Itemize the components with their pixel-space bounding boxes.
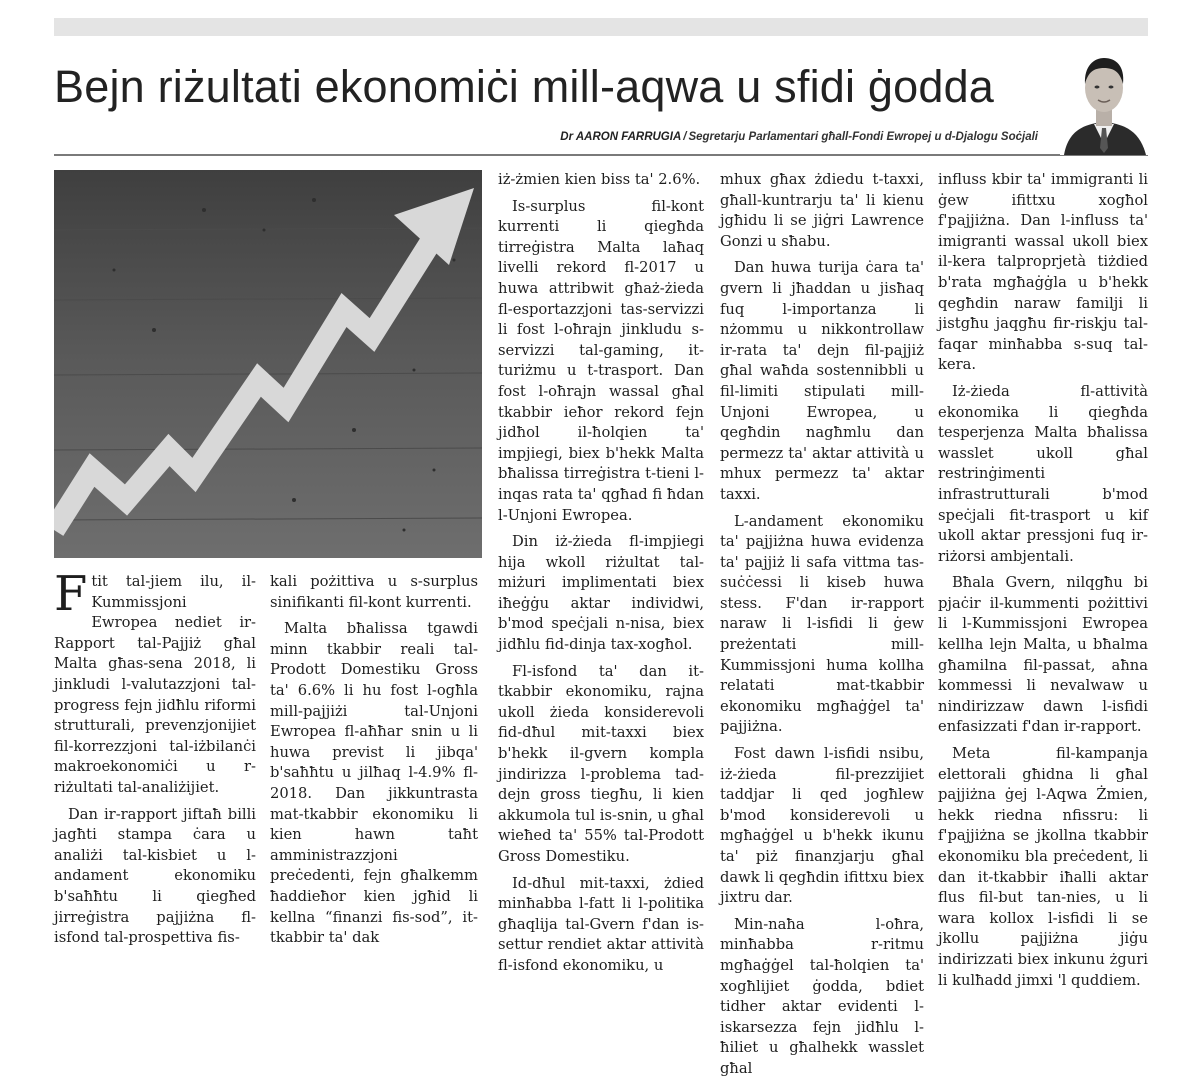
paragraph: Fl-isfond ta' dan it-tkabbir ekonomiku, rajna ukoll żieda konsiderevoli fid-dħul mit-taxxi biex b'hekk il-gvern kompla jindirizza l-problema tad-dejn gross tiegħu, li kien akkumola tul is-snin, u għal wieħed ta' 55% tal-Prodott Gross Domestiku. <box>498 662 704 865</box>
paragraph: Iż-żieda fl-attività ekonomika li qiegħda tesperjenza Malta bħalissa wasslet ukoll għal restrinġimenti infrastrutturali b'mod speċjali fit-trasport u kif ukoll aktar pressjoni fuq ir-riżorsi ambjentali. <box>938 382 1148 565</box>
top-grey-bar <box>54 18 1148 36</box>
header-rule <box>54 154 1148 156</box>
paragraph: L-andament ekonomiku ta' pajjiżna huwa evidenza ta' pajjiż li safa vittma tas-suċċessi li kiseb huwa stess. F'dan ir-rapport naraw li l-isfidi li ġew preżentati mill-Kummissjoni huma kollha relatati mat-tkabbir ekonomiku mgħaġġel ta' pajjiżna. <box>720 512 924 736</box>
paragraph: Is-surplus fil-kont kurrenti li qiegħda tirreġistra Malta laħaq livelli rekord fl-2017 u huwa attribwit għaż-żieda fl-esportazzjoni tas-servizzi li fost l-oħrajn jinkludu s-servizzi tal-gaming, it-turiżmu u t-trasport. Dan fost l-oħrajn wassal għal tkabbir ieħor rekord fejn jidħol il-ħolqien ta' impjiegi, biex b'hekk Malta bħalissa tirreġistra t-tieni l-inqas rata ta' qgħad fi ħdan l-Unjoni Ewropea. <box>498 197 704 524</box>
paragraph: Bħala Gvern, nilqgħu bi pjaċir il-kummenti pożittivi li l-Kummissjoni Ewropea kellha lejn Malta, u bħalma għamilna fil-passat, aħna kommessi li nevalwaw u nindirizzaw dawn l-isfidi enfasizzati f'dan ir-rapport. <box>938 574 1148 736</box>
drop-cap: F <box>54 566 88 622</box>
paragraph: Din iż-żieda fl-impjiegi hija wkoll riżultat tal-miżuri implimentati biex iħeġġu aktar individwi, b'mod speċjali n-nisa, biex jidħlu fid-dinja tax-xogħol. <box>498 533 704 654</box>
article-column-3 <box>498 170 704 983</box>
paragraph: influss kbir ta' immigranti li ġew ifittxu xogħol f'pajjiżna. Dan l-influss ta' imigranti wassal ukoll biex il-kera talproprjetà tiżdied b'rata mgħaġġla u b'hekk qegħdin naraw familji li jistgħu jaqgħu fir-riskju tal-faqar minħabba s-suq tal-kera. <box>938 171 1148 374</box>
author-role: Segretarju Parlamentari għall-Fondi Ewropej u d-Djalogu Soċjali <box>688 131 1038 143</box>
paragraph: Dan huwa turija ċara ta' gvern li jħaddan u jisħaq fuq l-importanza li nżommu u nikkontrollaw ir-rata ta' dejn fil-pajjiż għal waħda sostennibbli u fil-limiti stipulati mill-Unjoni Ewropea, u qegħdin nagħmlu dan permezz ta' aktar attività u mhux permezz ta' aktar taxxi. <box>720 259 924 503</box>
article-column-2 <box>270 572 478 955</box>
paragraph: iż-żmien kien biss ta' 2.6%. <box>498 171 701 188</box>
paragraph: Ftit tal-jiem ilu, il-Kummissjoni Ewropea nediet ir-Rapport tal-Pajjiż għal Malta għas-sena 2018, li jinkludi l-valutazzjoni tal-progress fejn jidħlu riformi strutturali, prevenzjonijiet fil-korrezzjoni tal-iżbilanċi makroekonomiċi u r-riżultati tal-analiżijiet. <box>54 566 256 796</box>
headline: Bejn riżultati ekonomiċi mill-aqwa u sfidi ġodda <box>54 61 995 112</box>
paragraph: Fost dawn l-isfidi nsibu, iż-żieda fil-prezzijiet taddjar li qed jogħlew b'mod konsiderevoli u mgħaġġel u b'hekk ikunu ta' piż finanzjarju għal dawk li qegħdin ifittxu biex jixtru dar. <box>720 745 924 907</box>
paragraph: Meta fil-kampanja elettorali għidna li għal pajjiżna ġej l-Aqwa Żmien, hekk riedna nfissru: li f'pajjiżna se jkollna tkabbir ekonomiku bla preċedent, li dan it-tkabbir iħalli aktar flus fil-but tan-nies, u li wara kollox l-isfidi li se jkollu pajjiżna jiġu indirizzati biex inkunu żguri li kulħadd jimxi 'l quddiem. <box>938 745 1148 989</box>
author-portrait-icon <box>1060 40 1148 155</box>
byline: Dr AARON FARRUGIA / Segretarju Parlamentari għall-Fondi Ewropej u d-Djalogu Soċjali <box>560 131 1038 143</box>
paragraph: kali pożittiva u s-surplus sinifikanti fil-kont kurrenti. <box>270 573 478 611</box>
author-name: Dr AARON FARRUGIA <box>560 131 682 143</box>
article-column-5 <box>938 170 1148 997</box>
upward-arrow-chart-image <box>54 170 482 558</box>
paragraph: Id-dħul mit-taxxi, żdied minħabba l-fatt li l-politika għaqlija tal-Gvern f'dan is-settur rendiet aktar attività fl-isfond ekonomiku, u <box>498 874 704 974</box>
paragraph: Dan ir-rapport jiftaħ billi jagħti stampa ċara u analiżi tal-kisbiet u l-andament ekonomiku b'saħħtu li qiegħed jirreġistra pajjiżna fl-isfond tal-prospettiva fis- <box>54 805 256 947</box>
article-column-4 <box>720 170 924 1086</box>
article-column-1 <box>54 566 256 955</box>
paragraph: Malta bħalissa tgawdi minn tkabbir reali tal-Prodott Domestiku Gross ta' 6.6% li hu fost l-ogħla mill-pajjiżi tal-Unjoni Ewropea fl-aħħar snin u li huwa previst li jibqa' b'saħħtu u jilħaq l-4.9% fl-2018. Dan jikkuntrasta mat-tkabbir ekonomiku li kien hawn taħt amministrazzjoni preċedenti, fejn għalkemm ħaddieħor kien jgħid li kellna “finanzi fis-sod”, it-tkabbir ta' dak <box>270 620 478 947</box>
paragraph: mhux għax żdiedu t-taxxi, għall-kuntrarju ta' li kienu jgħidu li se jiġri Lawrence Gonzi u sħabu. <box>720 171 924 250</box>
paragraph: Min-naħa l-oħra, minħabba r-ritmu mgħaġġel tal-ħolqien ta' xogħlijiet ġodda, bdiet tidher aktar evidenti l-iskarsezza fejn jidħlu l-ħiliet u għalhekk wasslet għal <box>720 915 924 1077</box>
